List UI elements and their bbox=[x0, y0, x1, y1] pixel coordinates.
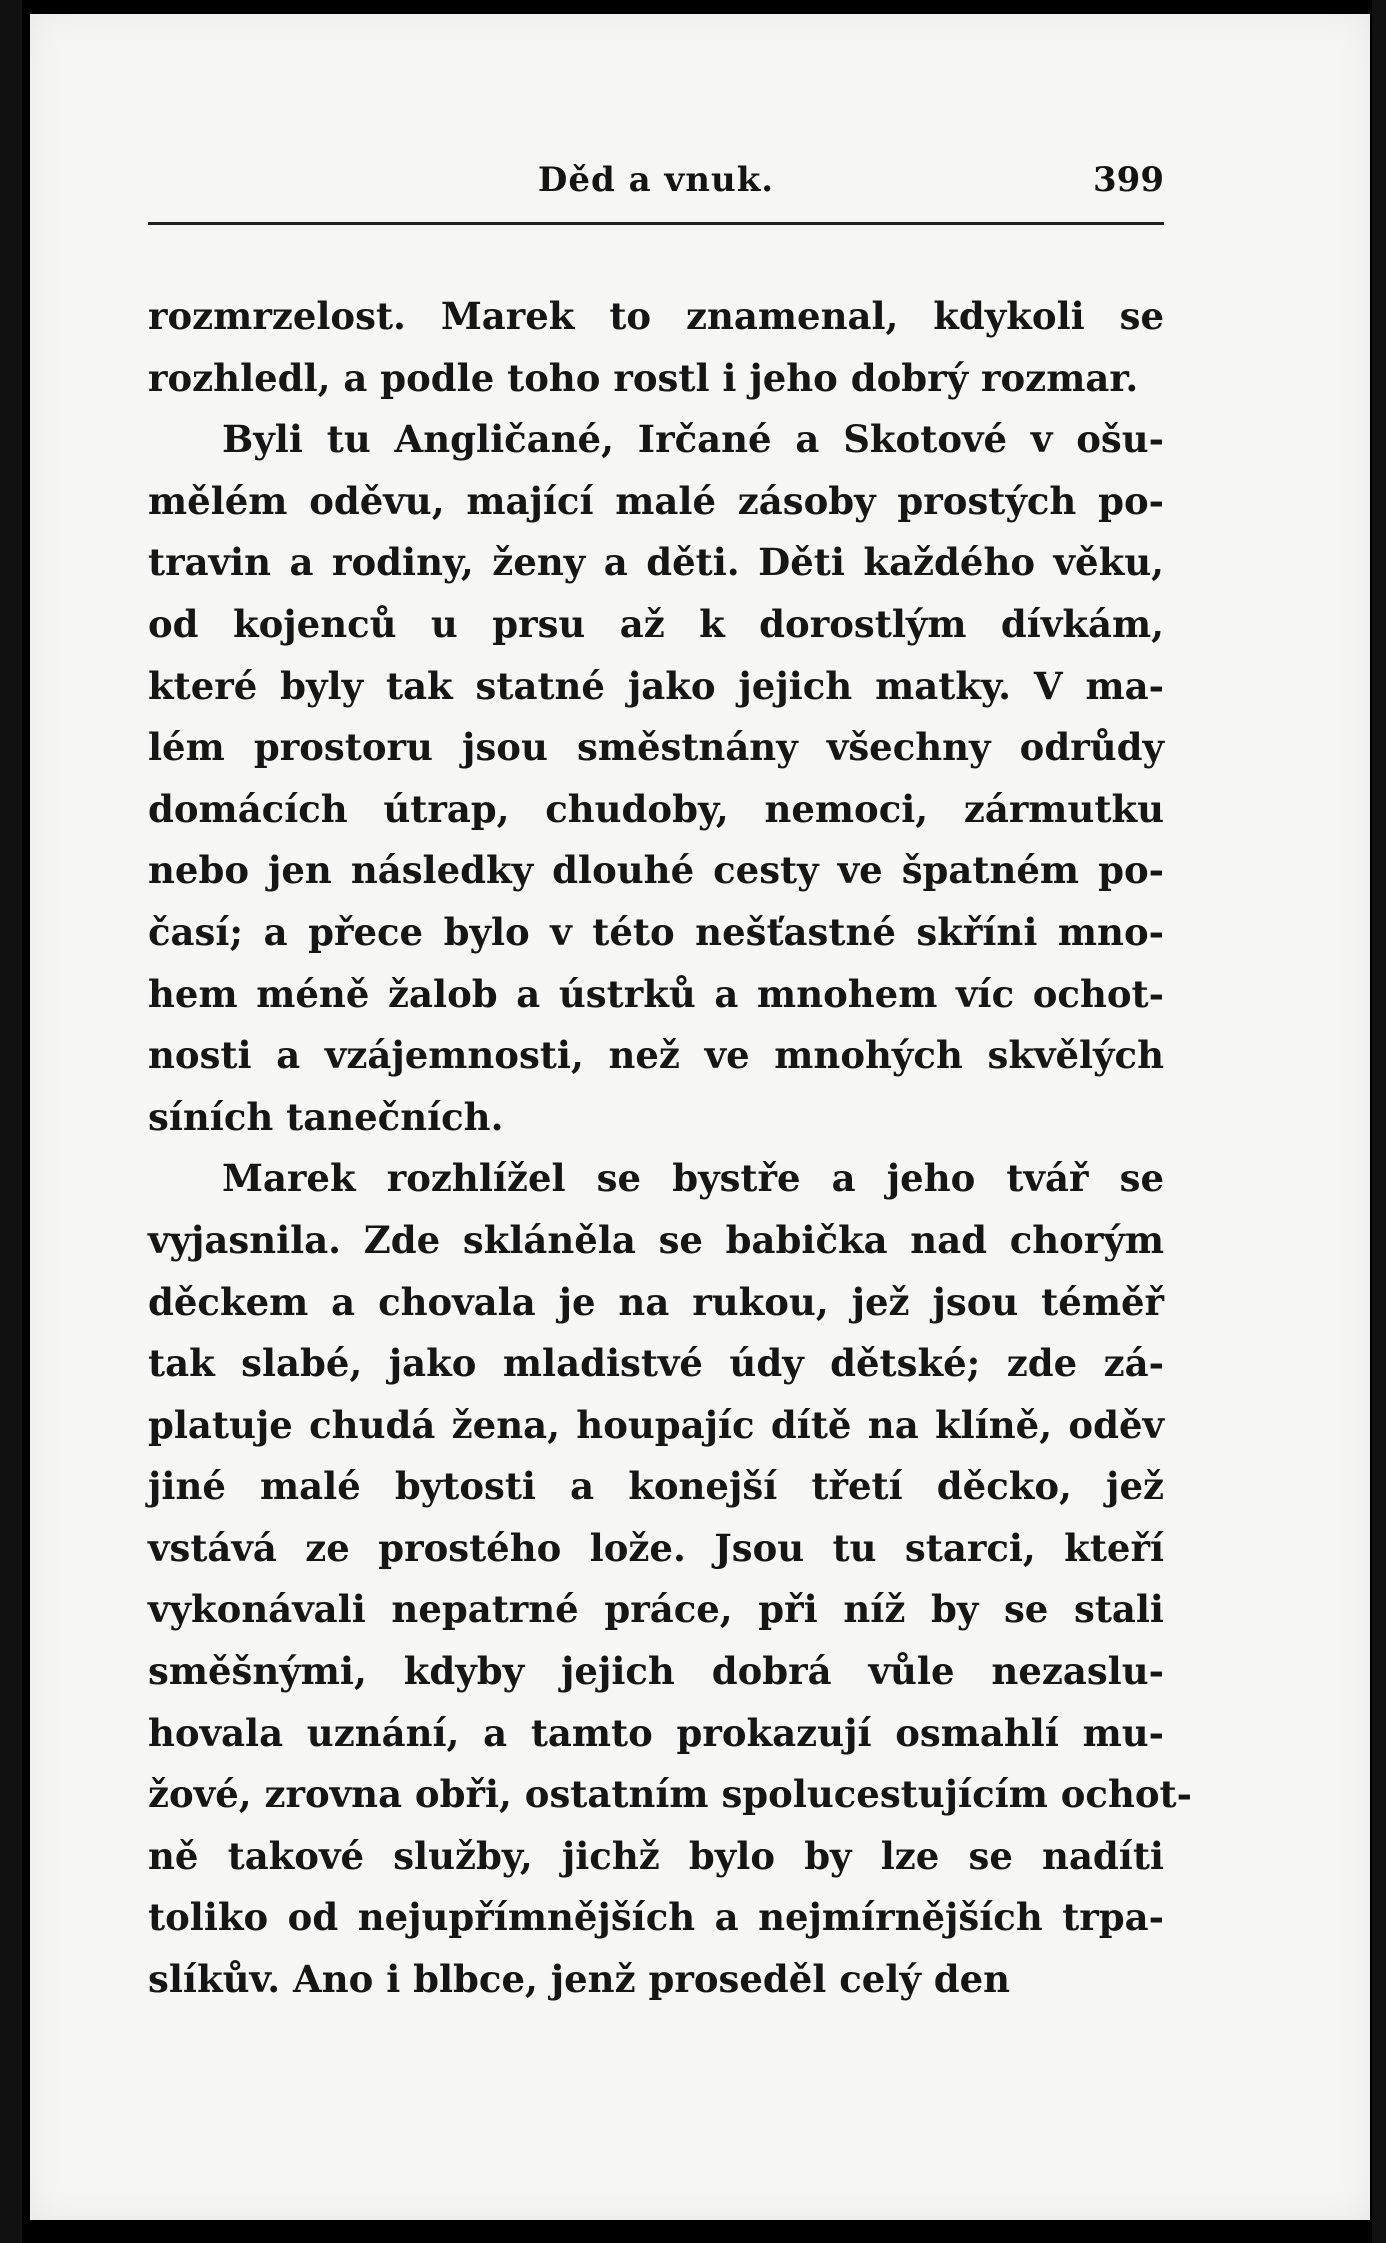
text-line: mělém oděvu, mající malé zásoby prostých po- bbox=[148, 478, 1164, 523]
text-line: ně takové služby, jichž bylo by lze se nadíti bbox=[148, 1833, 1164, 1878]
book-spine-shadow bbox=[0, 0, 22, 2243]
text-line: tak slabé, jako mladistvé údy dětské; zde zá- bbox=[148, 1341, 1164, 1386]
text-line: Byli tu Angličané, Irčané a Skotové v ošu- bbox=[222, 417, 1164, 462]
text-line: toliko od nejupřímnějších a nejmírnějších trpa- bbox=[148, 1895, 1164, 1940]
page-edge-shadow bbox=[1372, 0, 1386, 2243]
text-line: jiné malé bytosti a konejší třetí děcko, jež bbox=[148, 1464, 1164, 1509]
text-line: síních tanečních. bbox=[148, 1094, 504, 1139]
text-line: děckem a chovala je na rukou, jež jsou téměř bbox=[148, 1279, 1164, 1324]
text-line: časí; a přece bylo v této nešťastné skříni mno- bbox=[148, 909, 1164, 954]
text-line: slíkův. Ano i blbce, jenž proseděl celý den bbox=[148, 1957, 1011, 2002]
text-line: směšnými, kdyby jejich dobrá vůle nezaslu- bbox=[148, 1649, 1164, 1694]
text-line: vyjasnila. Zde skláněla se babička nad chorým bbox=[148, 1217, 1164, 1262]
header-rule bbox=[148, 222, 1164, 225]
text-line: od kojenců u prsu až k dorostlým dívkám, bbox=[148, 601, 1164, 646]
text-line: rozhledl, a podle toho rostl i jeho dobrý rozmar. bbox=[148, 355, 1139, 400]
text-line: hem méně žalob a ústrků a mnohem víc ochot- bbox=[148, 971, 1164, 1016]
text-line: hovala uznání, a tamto prokazují osmahlí mu- bbox=[148, 1710, 1164, 1755]
text-line: domácích útrap, chudoby, nemoci, zármutku bbox=[148, 786, 1164, 831]
text-line: nebo jen následky dlouhé cesty ve špatném po- bbox=[148, 848, 1164, 893]
text-line: lém prostoru jsou směstnány všechny odrůdy bbox=[148, 725, 1164, 770]
text-line: travin a rodiny, ženy a děti. Děti každého věku, bbox=[148, 540, 1164, 585]
body-text bbox=[148, 286, 1192, 2011]
text-line: žové, zrovna obři, ostatním spolucestujícím ochot- bbox=[148, 1772, 1192, 1817]
running-title: Děd a vnuk. bbox=[537, 160, 775, 200]
text-line: platuje chudá žena, houpajíc dítě na klíně, oděv bbox=[148, 1402, 1164, 1447]
text-line: které byly tak statné jako jejich matky. V ma- bbox=[148, 663, 1164, 708]
text-line: rozmrzelost. Marek to znamenal, kdykoli se bbox=[148, 294, 1164, 338]
text-line: nosti a vzájemnosti, než ve mnohých skvělých bbox=[148, 1033, 1164, 1078]
running-header bbox=[148, 160, 1164, 212]
text-line: vstává ze prostého lože. Jsou tu starci, kteří bbox=[148, 1525, 1164, 1570]
page-number: 399 bbox=[1093, 160, 1164, 200]
text-line: Marek rozhlížel se bystře a jeho tvář se bbox=[222, 1156, 1164, 1201]
text-line: vykonávali nepatrné práce, při níž by se stali bbox=[148, 1587, 1164, 1632]
